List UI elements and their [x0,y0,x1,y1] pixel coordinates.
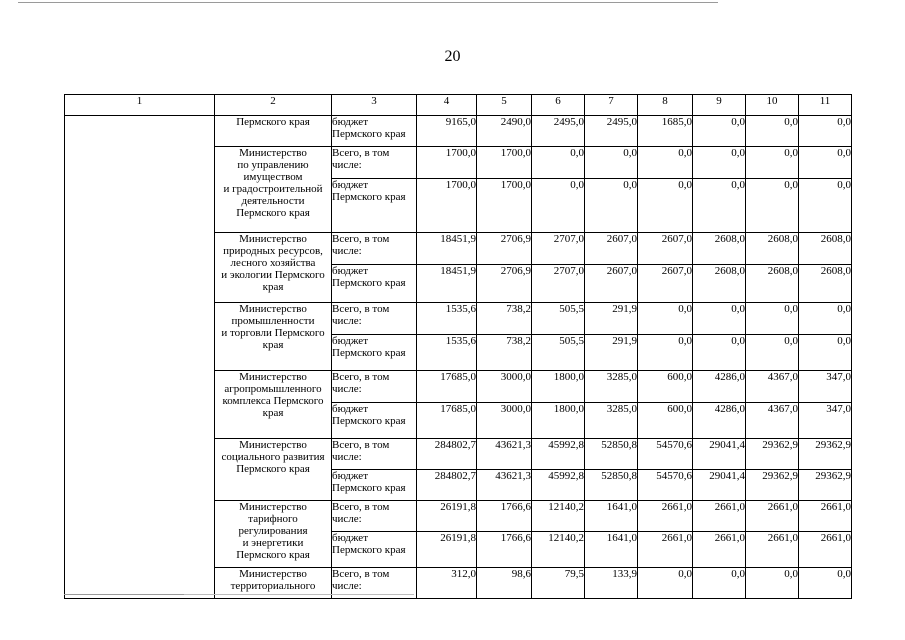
cell-line: Всего, в том [332,371,390,383]
value-cell: 0,0 [746,147,799,179]
value-cell: 1685,0 [638,116,693,147]
value-cell: 3000,0 [477,403,532,439]
value-cell: 738,2 [477,303,532,335]
header-row [65,95,852,116]
cell-line: числе: [332,513,362,525]
value-cell: 0,0 [693,116,746,147]
cell-line: края [262,281,284,293]
value-cell: 4367,0 [746,403,799,439]
value-cell: 3285,0 [585,403,638,439]
value-cell: 29041,4 [693,470,746,501]
value-cell: 505,5 [532,335,585,371]
value-cell: 2661,0 [638,532,693,568]
value-cell: 0,0 [693,147,746,179]
cell-line: природных ресурсов, [223,245,323,257]
cell-line: Министерство [239,233,307,245]
value-cell: 0,0 [585,179,638,233]
ministry-name-cell [215,116,332,147]
value-cell: 2661,0 [799,501,852,532]
value-cell: 3285,0 [585,371,638,403]
value-cell: 0,0 [746,303,799,335]
cell-line: Министерство [239,147,307,159]
value-cell: 0,0 [799,116,852,147]
value-cell: 0,0 [746,568,799,599]
value-cell: 600,0 [638,371,693,403]
value-cell: 52850,8 [585,439,638,470]
funding-source-cell [332,532,417,568]
value-cell: 2608,0 [746,265,799,303]
cell-line: числе: [332,383,362,395]
cell-line: социального развития [221,451,325,463]
funding-source-cell [332,303,417,335]
column-header-8: 8 [638,95,693,116]
value-cell: 600,0 [638,403,693,439]
value-cell: 29362,9 [746,439,799,470]
cell-line: Всего, в том [332,233,390,245]
cell-line: Всего, в том [332,501,390,513]
cell-line: Пермского края [236,549,310,561]
value-cell: 0,0 [693,335,746,371]
cell-line: бюджет [332,179,368,191]
value-cell: 29041,4 [693,439,746,470]
value-cell: 1535,6 [417,335,477,371]
value-cell: 4367,0 [746,371,799,403]
value-cell: 2706,9 [477,233,532,265]
cell-line: тарифного [248,513,298,525]
cell-line: Пермского края [236,207,310,219]
value-cell: 4286,0 [693,371,746,403]
margin-tick [64,594,184,595]
cell-line: и экологии Пермского [221,269,325,281]
value-cell: 2607,0 [638,265,693,303]
column-header-3: 3 [332,95,417,116]
cell-line: и энергетики [242,537,304,549]
value-cell: 1800,0 [532,371,585,403]
value-cell: 284802,7 [417,439,477,470]
value-cell: 2706,9 [477,265,532,303]
cell-line: Всего, в том [332,439,390,451]
cell-line: Пермского края [332,415,406,427]
column-header-10: 10 [746,95,799,116]
column-header-7: 7 [585,95,638,116]
value-cell: 3000,0 [477,371,532,403]
value-cell: 2607,0 [638,233,693,265]
column-header-2: 2 [215,95,332,116]
cell-line: Пермского края [332,482,406,494]
cell-line: бюджет [332,335,368,347]
value-cell: 98,6 [477,568,532,599]
cell-line: Всего, в том [332,303,390,315]
value-cell: 0,0 [799,335,852,371]
cell-line: комплекса Пермского [222,395,324,407]
cell-line: и градостроительной [223,183,323,195]
value-cell: 0,0 [532,147,585,179]
cell-line: Всего, в том [332,147,390,159]
cell-line: по управлению [237,159,309,171]
cell-line: края [262,407,284,419]
value-cell: 0,0 [638,303,693,335]
value-cell: 0,0 [638,147,693,179]
cell-line: числе: [332,245,362,257]
value-cell: 45992,8 [532,439,585,470]
value-cell: 0,0 [799,147,852,179]
value-cell: 0,0 [638,568,693,599]
value-cell: 2490,0 [477,116,532,147]
value-cell: 1641,0 [585,501,638,532]
value-cell: 0,0 [532,179,585,233]
value-cell: 54570,6 [638,439,693,470]
value-cell: 43621,3 [477,470,532,501]
value-cell: 2607,0 [585,265,638,303]
ministry-name-cell [215,147,332,233]
cell-line: бюджет [332,470,368,482]
funding-source-cell [332,335,417,371]
value-cell: 738,2 [477,335,532,371]
value-cell: 2608,0 [746,233,799,265]
page-number: 20 [444,48,461,65]
cell-line: числе: [332,159,362,171]
value-cell: 505,5 [532,303,585,335]
value-cell: 2661,0 [638,501,693,532]
column-header-1: 1 [65,95,215,116]
cell-line: и торговли Пермского [221,327,325,339]
value-cell: 0,0 [746,179,799,233]
cell-line: регулирования [238,525,308,537]
cell-line: промышленности [231,315,315,327]
value-cell: 0,0 [799,568,852,599]
value-cell: 1766,6 [477,501,532,532]
value-cell: 133,9 [585,568,638,599]
value-cell: 2608,0 [693,265,746,303]
value-cell: 0,0 [638,335,693,371]
cell-line: бюджет [332,116,368,128]
cell-line: Пермского края [332,347,406,359]
value-cell: 2661,0 [799,532,852,568]
value-cell: 45992,8 [532,470,585,501]
cell-line: Пермского края [236,116,310,128]
table-body [65,95,852,599]
cell-line: Министерство [239,501,307,513]
value-cell: 1700,0 [417,179,477,233]
value-cell: 2707,0 [532,265,585,303]
value-cell: 2661,0 [746,532,799,568]
funding-source-cell [332,265,417,303]
value-cell: 2607,0 [585,233,638,265]
value-cell: 12140,2 [532,501,585,532]
funding-source-cell [332,470,417,501]
cell-line: бюджет [332,265,368,277]
column-header-9: 9 [693,95,746,116]
cell-line: бюджет [332,532,368,544]
value-cell: 4286,0 [693,403,746,439]
cell-line: Министерство [239,371,307,383]
value-cell: 347,0 [799,371,852,403]
cell-line: края [262,339,284,351]
value-cell: 2608,0 [799,233,852,265]
cell-line: территориального [230,580,316,592]
value-cell: 1800,0 [532,403,585,439]
cell-line: Министерство [239,439,307,451]
funding-source-cell [332,403,417,439]
ministry-name-cell [215,303,332,371]
value-cell: 0,0 [693,568,746,599]
value-cell: 0,0 [799,179,852,233]
value-cell: 1535,6 [417,303,477,335]
value-cell: 2495,0 [585,116,638,147]
value-cell: 1700,0 [417,147,477,179]
funding-source-cell [332,147,417,179]
cell-line: Министерство [239,568,307,580]
column-header-5: 5 [477,95,532,116]
value-cell: 0,0 [746,116,799,147]
cell-line: Пермского края [332,191,406,203]
value-cell: 284802,7 [417,470,477,501]
top-rule [18,2,718,3]
cell-line: лесного хозяйства [230,257,316,269]
value-cell: 0,0 [746,335,799,371]
ministry-name-cell [215,371,332,439]
value-cell: 26191,8 [417,501,477,532]
value-cell: 0,0 [585,147,638,179]
column-1-blank-cell [65,116,215,599]
value-cell: 1700,0 [477,147,532,179]
value-cell: 26191,8 [417,532,477,568]
value-cell: 2707,0 [532,233,585,265]
value-cell: 17685,0 [417,403,477,439]
cell-line: имуществом [243,171,303,183]
table-row [65,116,852,147]
cell-line: Пермского края [332,544,406,556]
value-cell: 2608,0 [693,233,746,265]
value-cell: 312,0 [417,568,477,599]
funding-source-cell [332,116,417,147]
value-cell: 17685,0 [417,371,477,403]
value-cell: 0,0 [799,303,852,335]
value-cell: 2661,0 [693,532,746,568]
column-header-6: 6 [532,95,585,116]
cell-line: агропромышленного [224,383,322,395]
column-header-4: 4 [417,95,477,116]
cell-line: Пермского края [332,277,406,289]
value-cell: 43621,3 [477,439,532,470]
value-cell: 9165,0 [417,116,477,147]
cell-line: числе: [332,315,362,327]
value-cell: 0,0 [693,303,746,335]
value-cell: 1766,6 [477,532,532,568]
cell-line: Всего, в том [332,568,390,580]
value-cell: 291,9 [585,335,638,371]
funding-source-cell [332,371,417,403]
funding-source-cell [332,179,417,233]
value-cell: 18451,9 [417,233,477,265]
value-cell: 18451,9 [417,265,477,303]
cell-line: бюджет [332,403,368,415]
value-cell: 2661,0 [693,501,746,532]
cell-line: числе: [332,451,362,463]
value-cell: 0,0 [693,179,746,233]
funding-source-cell [332,233,417,265]
value-cell: 29362,9 [746,470,799,501]
ministry-name-cell [215,233,332,303]
cell-line: числе: [332,580,362,592]
value-cell: 54570,6 [638,470,693,501]
value-cell: 52850,8 [585,470,638,501]
value-cell: 29362,9 [799,470,852,501]
ministry-name-cell [215,439,332,501]
cell-line: Пермского края [236,463,310,475]
value-cell: 1700,0 [477,179,532,233]
cell-line: Пермского края [332,128,406,140]
value-cell: 1641,0 [585,532,638,568]
cell-line: Министерство [239,303,307,315]
column-header-11: 11 [799,95,852,116]
value-cell: 2661,0 [746,501,799,532]
funding-source-cell [332,439,417,470]
cell-line: деятельности [241,195,305,207]
funding-source-cell [332,501,417,532]
value-cell: 79,5 [532,568,585,599]
value-cell: 0,0 [638,179,693,233]
value-cell: 2495,0 [532,116,585,147]
value-cell: 29362,9 [799,439,852,470]
value-cell: 2608,0 [799,265,852,303]
value-cell: 12140,2 [532,532,585,568]
value-cell: 291,9 [585,303,638,335]
ministry-name-cell [215,501,332,568]
budget-table [64,94,852,599]
value-cell: 347,0 [799,403,852,439]
